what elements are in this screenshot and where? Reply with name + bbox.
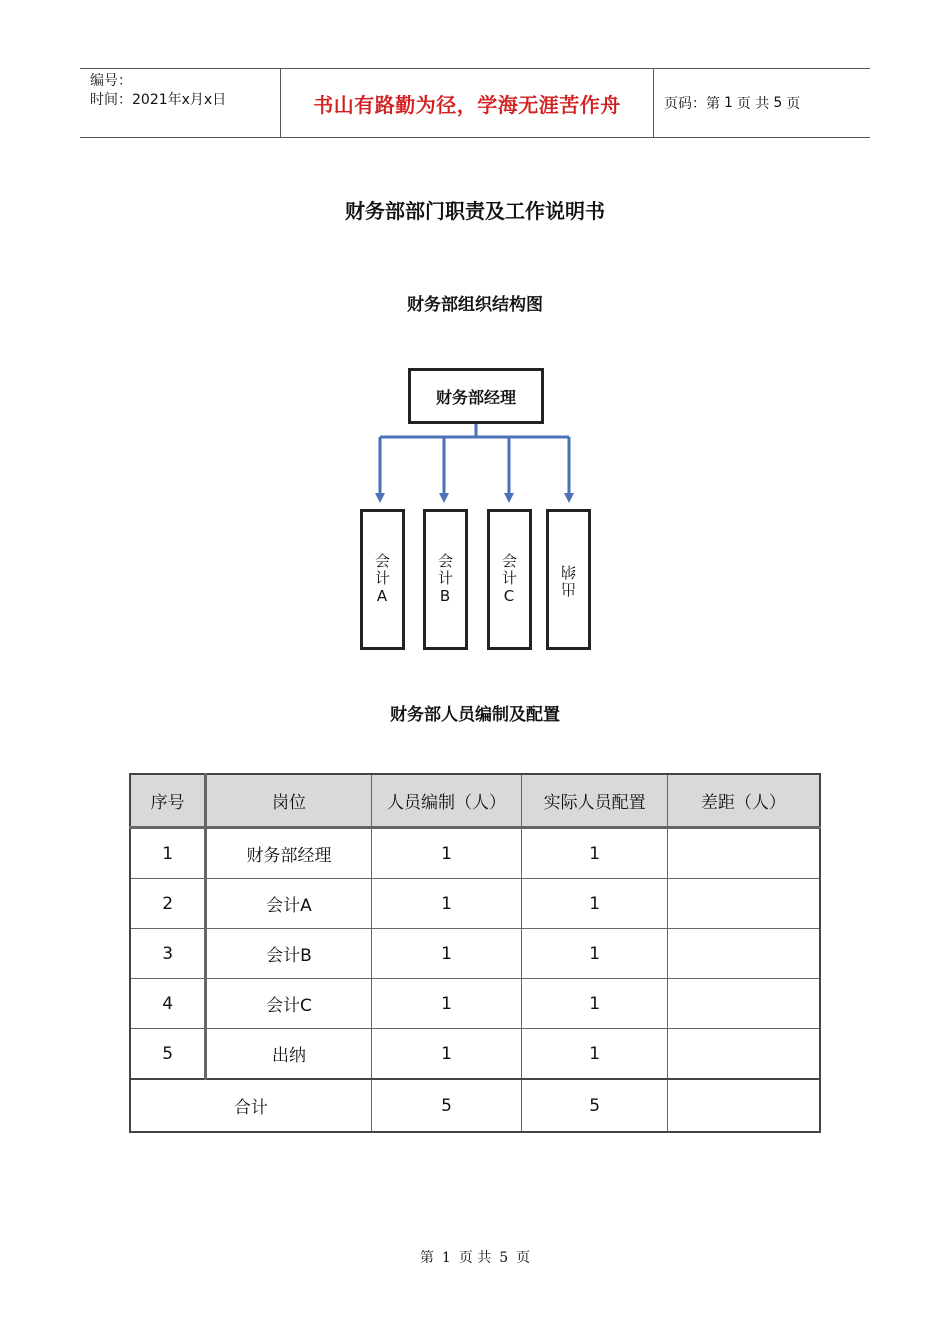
cell-no: 3 [130, 929, 206, 979]
org-node-label: 会计A [373, 552, 391, 607]
cell-gap [667, 828, 820, 879]
total-label: 合计 [130, 1079, 371, 1132]
cell-planned: 1 [371, 929, 522, 979]
footer-current: 1 [441, 1250, 451, 1266]
table-row [130, 1029, 820, 1080]
document-header [80, 68, 870, 138]
number-label: 编号： [90, 73, 132, 89]
org-node-cashier [546, 509, 591, 650]
header-planned: 人员编制（人） [371, 774, 522, 828]
page-label: 页码：第 [664, 96, 720, 112]
table-header-row [130, 774, 820, 828]
org-node-accountant-b [423, 509, 468, 650]
document-title: 财务部部门职责及工作说明书 [345, 199, 605, 223]
header-gap: 差距（人） [667, 774, 820, 828]
page-current: 1 [724, 95, 733, 111]
cell-planned: 1 [371, 979, 522, 1029]
org-chart-title: 财务部组织结构图 [407, 295, 543, 315]
page-footer [0, 1247, 950, 1267]
time-label: 时间：2021年x月x日 [90, 92, 227, 108]
total-planned: 5 [371, 1079, 522, 1132]
header-motto: 书山有路勤为径，学海无涯苦作舟 [281, 69, 654, 137]
org-node-label: 会计B [436, 552, 454, 607]
header-meta-cell [80, 69, 281, 137]
header-post: 岗位 [206, 774, 371, 828]
staff-table-title: 财务部人员编制及配置 [390, 705, 560, 725]
cell-actual: 1 [522, 828, 668, 879]
org-node-label: 会计C [500, 552, 518, 607]
cell-no: 4 [130, 979, 206, 1029]
cell-post: 出纳 [206, 1029, 371, 1080]
org-node-accountant-c [487, 509, 532, 650]
org-node-label: 出纳 [560, 562, 578, 597]
footer-suffix: 页 [516, 1250, 531, 1266]
cell-no: 5 [130, 1029, 206, 1080]
table-row [130, 979, 820, 1029]
cell-post: 财务部经理 [206, 828, 371, 879]
table-total-row [130, 1079, 820, 1132]
table-row [130, 828, 820, 879]
cell-gap [667, 979, 820, 1029]
staff-table [129, 773, 821, 1133]
footer-total: 5 [499, 1250, 509, 1266]
footer-mid: 页 共 [458, 1250, 492, 1266]
header-page-info [654, 69, 880, 137]
page-end: 页 [786, 96, 801, 112]
total-gap [667, 1079, 820, 1132]
page-mid: 页 共 [736, 96, 770, 112]
cell-gap [667, 929, 820, 979]
org-node-accountant-a [360, 509, 405, 650]
cell-actual: 1 [522, 1029, 668, 1080]
cell-planned: 1 [371, 879, 522, 929]
table-row [130, 929, 820, 979]
cell-post: 会计B [206, 929, 371, 979]
total-actual: 5 [522, 1079, 668, 1132]
org-node-manager: 财务部经理 [408, 368, 544, 424]
header-no: 序号 [130, 774, 206, 828]
cell-planned: 1 [371, 1029, 522, 1080]
cell-planned: 1 [371, 828, 522, 879]
cell-no: 1 [130, 828, 206, 879]
cell-gap [667, 1029, 820, 1080]
cell-post: 会计A [206, 879, 371, 929]
cell-post: 会计C [206, 979, 371, 1029]
cell-actual: 1 [522, 879, 668, 929]
page-total: 5 [773, 95, 783, 111]
cell-no: 2 [130, 879, 206, 929]
cell-gap [667, 879, 820, 929]
table-row [130, 879, 820, 929]
cell-actual: 1 [522, 929, 668, 979]
cell-actual: 1 [522, 979, 668, 1029]
header-actual: 实际人员配置 [522, 774, 668, 828]
footer-prefix: 第 [419, 1250, 434, 1266]
